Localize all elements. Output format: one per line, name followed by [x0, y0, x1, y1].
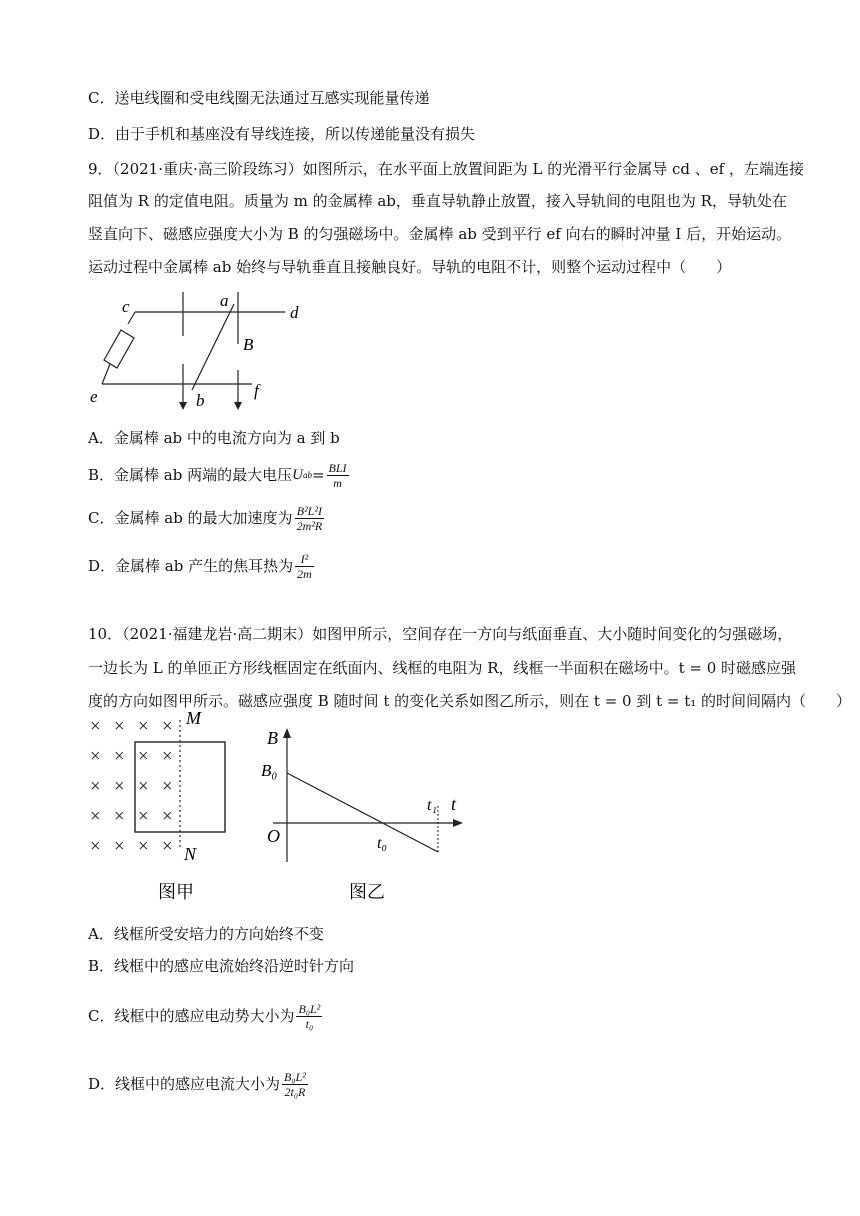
q10-figure-yi: [255, 724, 485, 912]
q10-figure-jia: [80, 702, 260, 912]
label-B: B: [243, 335, 254, 354]
caption-yi: 图乙: [349, 882, 385, 902]
q8-option-c: C．送电线圈和受电线圈无法通过互感实现能量传递: [88, 89, 430, 107]
q10-option-c-den: t₀: [305, 1016, 314, 1031]
label-M: M: [186, 708, 201, 728]
q9-option-d: [88, 548, 314, 584]
q10-option-c-num: B₀L²: [298, 1001, 321, 1016]
q9-option-b-sub: ab: [302, 470, 312, 480]
svg-text:×: ×: [162, 776, 173, 797]
label-b: b: [196, 391, 205, 410]
q9-option-b-den: m: [333, 475, 342, 490]
q10-option-c: [88, 996, 322, 1036]
q9-option-b-fraction: [327, 461, 349, 490]
q10-option-b: B．线框中的感应电流始终沿逆时针方向: [88, 957, 355, 975]
q9-stem-line-4: 运动过程中金属棒 ab 始终与导轨垂直且接触良好。导轨的电阻不计，则整个运动过程中（ ）: [88, 258, 732, 276]
svg-text:×: ×: [138, 776, 149, 797]
q9-option-c-num: B²L²I: [295, 504, 325, 519]
label-O: O: [267, 826, 280, 846]
q9-option-b-num: BLI: [328, 460, 347, 475]
svg-text:×: ×: [138, 746, 149, 767]
q9-option-b: [88, 458, 349, 492]
q9-option-d-den: 2m: [297, 566, 312, 581]
q10-stem-line-1: 10．（2021·福建龙岩·高二期末）如图甲所示，空间存在一方向与纸面垂直、大小随时间变化的匀强磁场，: [88, 625, 793, 643]
label-t: t: [451, 794, 457, 814]
svg-text:×: ×: [90, 716, 101, 737]
b-versus-t-line: [287, 773, 438, 852]
q9-stem-line-1: 9．（2021·重庆·高三阶段练习）如图所示，在水平面上放置间距为 L 的光滑平行金属导 cd 、ef ，左端连接: [88, 160, 804, 178]
q9-stem-line-2: 阻值为 R 的定值电阻。质量为 m 的金属棒 ab，垂直导轨静止放置，接入导轨间的电阻也为 R，导轨处在: [88, 192, 787, 210]
q10-stem-line-2: 一边长为 L 的单匝正方形线框固定在纸面内、线框的电阻为 R，线框一半面积在磁场中。t = 0 时磁感应强: [88, 659, 797, 677]
q10-option-d-text: D．线框中的感应电流大小为: [88, 1075, 281, 1093]
q8-option-d: D．由于手机和基座没有导线连接，所以传递能量没有损失: [88, 125, 476, 143]
q9-option-d-num: I²: [295, 552, 314, 567]
q9-option-c: [88, 500, 324, 536]
svg-text:×: ×: [90, 746, 101, 767]
label-a: a: [220, 291, 229, 310]
label-B0: B₀: [261, 761, 278, 780]
svg-text:×: ×: [114, 836, 125, 857]
svg-text:×: ×: [138, 836, 149, 857]
q9-stem-line-3: 竖直向下、磁感应强度大小为 B 的匀强磁场中。金属棒 ab 受到平行 ef 向右的瞬时冲量 I 后，开始运动。: [88, 225, 792, 243]
label-e: e: [90, 387, 98, 406]
svg-text:×: ×: [90, 806, 101, 827]
svg-text:×: ×: [114, 806, 125, 827]
label-N: N: [184, 844, 197, 864]
svg-text:×: ×: [162, 716, 173, 737]
q10-option-c-fraction: [296, 1002, 322, 1031]
q9-option-c-den: 2m²R: [296, 518, 323, 533]
q9-option-d-text: D．金属棒 ab 产生的焦耳热为: [88, 557, 294, 575]
svg-text:×: ×: [162, 836, 173, 857]
q10-option-c-text: C．线框中的感应电动势大小为: [88, 1007, 295, 1025]
label-d: d: [290, 303, 299, 322]
q9-option-b-eq: =: [311, 466, 325, 484]
svg-text:×: ×: [162, 806, 173, 827]
q9-rail-diagram: [80, 288, 320, 418]
q9-option-b-text: B．金属棒 ab 两端的最大电压: [88, 466, 293, 484]
q10-option-d-den: 2t₀R: [284, 1084, 306, 1099]
label-t1: t₁: [427, 797, 438, 814]
q10-option-a: A．线框所受安培力的方向始终不变: [88, 925, 324, 943]
q9-option-c-text: C．金属棒 ab 的最大加速度为: [88, 509, 293, 527]
svg-text:×: ×: [138, 716, 149, 737]
q10-stem-line-3: 度的方向如图甲所示。磁感应强度 B 随时间 t 的变化关系如图乙所示，则在 t = 0 到 t = t₁ 的时间间隔内（ ）: [88, 692, 852, 710]
caption-jia: 图甲: [158, 882, 194, 902]
label-t0: t₀: [377, 835, 388, 852]
q9-option-b-lhs: U: [292, 467, 303, 483]
label-c: c: [122, 297, 130, 316]
q10-option-d-num: B₀L²: [284, 1069, 306, 1084]
svg-text:×: ×: [114, 716, 125, 737]
svg-text:×: ×: [138, 806, 149, 827]
label-f: f: [254, 381, 259, 400]
label-B-axis: B: [267, 728, 278, 748]
svg-text:×: ×: [90, 836, 101, 857]
q9-option-a: A．金属棒 ab 中的电流方向为 a 到 b: [88, 429, 340, 447]
svg-text:×: ×: [90, 776, 101, 797]
magnetic-field-crosses: [90, 716, 173, 857]
q10-option-d: [88, 1064, 308, 1104]
q10-option-d-fraction: [282, 1070, 308, 1099]
svg-text:×: ×: [114, 776, 125, 797]
q9-option-d-fraction: [295, 552, 314, 581]
q9-option-c-fraction: [295, 504, 325, 533]
svg-text:×: ×: [114, 746, 125, 767]
svg-text:×: ×: [162, 746, 173, 767]
